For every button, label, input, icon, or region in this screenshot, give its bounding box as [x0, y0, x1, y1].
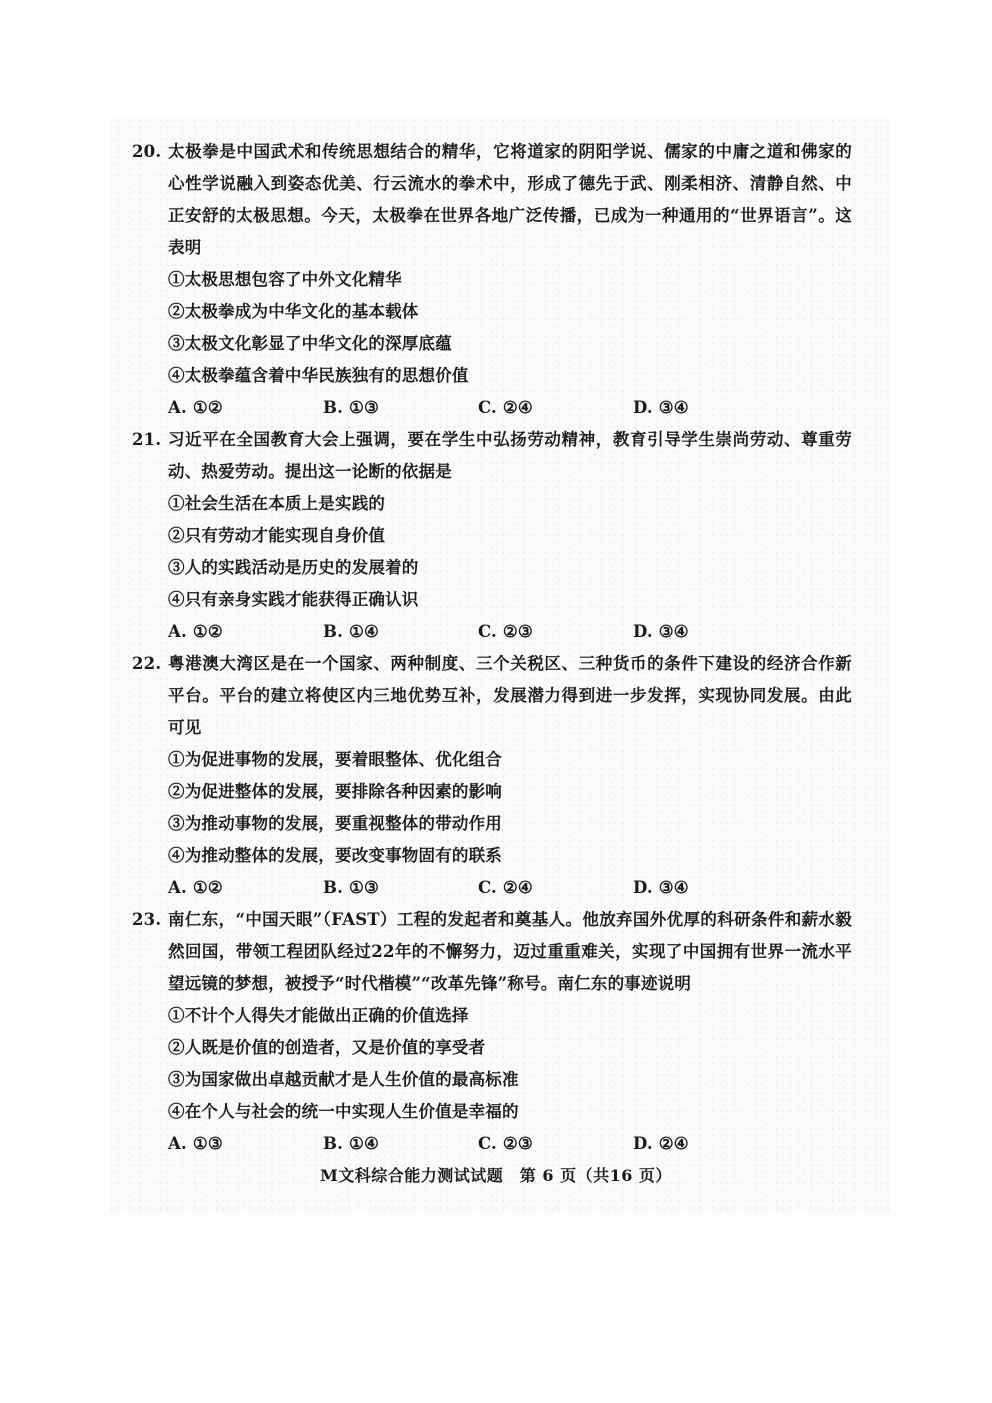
statement-option: ④只有亲身实践才能获得正确认识: [168, 590, 419, 609]
choice-b: B. ①③: [323, 398, 380, 417]
statement-option: ③为国家做出卓越贡献才是人生价值的最高标准: [168, 1070, 519, 1089]
choice-d: D. ③④: [633, 878, 689, 897]
choice-c: C. ②③: [478, 622, 533, 641]
answer-choices: [132, 872, 852, 904]
question-stem: [132, 136, 852, 264]
statement-option: ③人的实践活动是历史的发展着的: [168, 558, 419, 577]
choice-c: C. ②④: [478, 878, 533, 897]
question-21: [132, 424, 852, 648]
choice-d: D. ②④: [633, 1134, 689, 1153]
question-text: 太极拳是中国武术和传统思想结合的精华，它将道家的阴阳学说、儒家的中庸之道和佛家的心性学说融入到姿态优美、行云流水的拳术中，形成了德先于武、刚柔相济、清静自然、中正安舒的太极思想。今天，太极拳在世界各地广泛传播，已成为一种通用的“世界语言”。这表明: [168, 142, 852, 257]
choice-a: A. ①②: [168, 878, 223, 897]
choice-d: D. ③④: [633, 398, 689, 417]
question-text: 习近平在全国教育大会上强调，要在学生中弘扬劳动精神，教育引导学生崇尚劳动、尊重劳动、热爱劳动。提出这一论断的依据是: [168, 430, 852, 481]
question-number: 22.: [132, 654, 162, 673]
choice-a: A. ①③: [168, 1134, 223, 1153]
choice-b: B. ①④: [323, 622, 380, 641]
choice-a: A. ①②: [168, 398, 223, 417]
choice-c: C. ②③: [478, 1134, 533, 1153]
exam-content: [132, 136, 852, 1160]
statement-option: ①不计个人得失才能做出正确的价值选择: [168, 1006, 469, 1025]
statement-option: ④太极拳蕴含着中华民族独有的思想价值: [168, 366, 469, 385]
question-stem: [132, 424, 852, 488]
statement-option: ③太极文化彰显了中华文化的深厚底蕴: [168, 334, 452, 353]
statement-option: ①社会生活在本质上是实践的: [168, 494, 386, 513]
statement-option: ②为促进整体的发展，要排除各种因素的影响: [168, 782, 502, 801]
choice-b: B. ①④: [323, 1134, 380, 1153]
statement-option: ④为推动整体的发展，要改变事物固有的联系: [168, 846, 502, 865]
choice-d: D. ③④: [633, 622, 689, 641]
answer-choices: [132, 392, 852, 424]
question-23: [132, 904, 852, 1160]
question-text: 粤港澳大湾区是在一个国家、两种制度、三个关税区、三种货币的条件下建设的经济合作新平台。平台的建立将使区内三地优势互补，发展潜力得到进一步发挥，实现协同发展。由此可见: [168, 654, 852, 737]
question-20: [132, 136, 852, 424]
choice-c: C. ②④: [478, 398, 533, 417]
statement-option: ②太极拳成为中华文化的基本载体: [168, 302, 419, 321]
statement-option: ②人既是价值的创造者，又是价值的享受者: [168, 1038, 486, 1057]
statement-option: ②只有劳动才能实现自身价值: [168, 526, 386, 545]
question-number: 21.: [132, 430, 162, 449]
question-number: 20.: [132, 142, 162, 161]
answer-choices: [132, 1128, 852, 1160]
page-footer: M文科综合能力测试试题 第 6 页（共16 页）: [320, 1166, 672, 1185]
statement-option: ④在个人与社会的统一中实现人生价值是幸福的: [168, 1102, 519, 1121]
question-text: 南仁东，“中国天眼”（FAST）工程的发起者和奠基人。他放弃国外优厚的科研条件和薪水毅然回国，带领工程团队经过22年的不懈努力，迈过重重难关，实现了中国拥有世界一流水平望远镜的梦想，被授予“时代楷模”“改革先锋”称号。南仁东的事迹说明: [168, 910, 852, 993]
statement-option: ③为推动事物的发展，要重视整体的带动作用: [168, 814, 502, 833]
question-stem: [132, 904, 852, 1000]
question-22: [132, 648, 852, 904]
choice-b: B. ①③: [323, 878, 380, 897]
statement-option: ①太极思想包容了中外文化精华: [168, 270, 402, 289]
answer-choices: [132, 616, 852, 648]
choice-a: A. ①②: [168, 622, 223, 641]
question-number: 23.: [132, 910, 162, 929]
question-stem: [132, 648, 852, 744]
statement-option: ①为促进事物的发展，要着眼整体、优化组合: [168, 750, 502, 769]
